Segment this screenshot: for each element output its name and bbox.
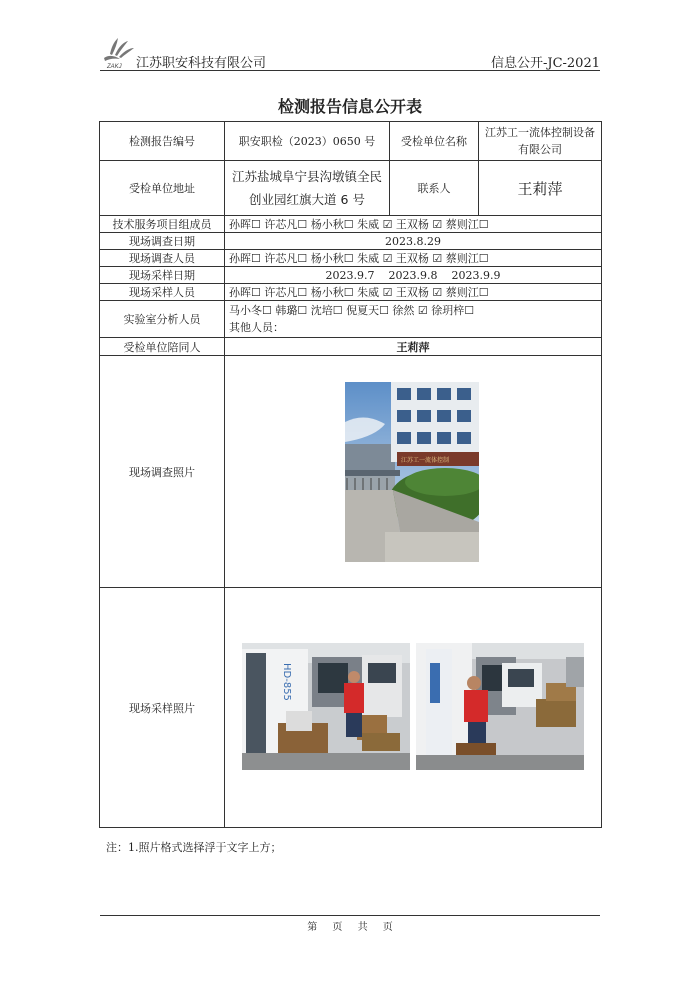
lab-label: 实验室分析人员	[100, 301, 225, 338]
sampling-photo-1	[242, 643, 410, 770]
survey-staff-value: 孙晖☐ 许芯凡☐ 杨小秋☐ 朱威 ☑ 王双杨 ☑ 蔡则江☐	[225, 250, 602, 267]
client-label: 受检单位名称	[390, 122, 479, 161]
survey-date-label: 现场调查日期	[100, 233, 225, 250]
team-value: 孙晖☐ 许芯凡☐ 杨小秋☐ 朱威 ☑ 王双杨 ☑ 蔡则江☐	[225, 216, 602, 233]
survey-photo	[345, 382, 479, 562]
page-footer: 第 页 共 页	[307, 922, 393, 933]
table-row	[100, 301, 602, 338]
survey-staff-label: 现场调查人员	[100, 250, 225, 267]
survey-photo-cell	[225, 356, 602, 588]
logo-text: ZAKJ	[107, 64, 122, 70]
survey-date-value: 2023.8.29	[225, 233, 602, 250]
sampling-date-value: 2023.9.7 2023.9.8 2023.9.9	[225, 267, 602, 284]
page-title: 检测报告信息公开表	[277, 97, 422, 116]
survey-photo-label: 现场调查照片	[100, 356, 225, 588]
sampling-date-label: 现场采样日期	[100, 267, 225, 284]
team-label: 技术服务项目组成员	[100, 216, 225, 233]
table-row	[100, 267, 602, 284]
address-label: 受检单位地址	[100, 161, 225, 216]
escort-value: 王莉萍	[225, 338, 602, 356]
table-row	[100, 588, 602, 828]
table-row	[100, 250, 602, 267]
lab-value-line1: 马小冬☐ 韩璐☐ 沈培☐ 倪夏天☐ 徐然 ☑ 徐玥梓☐	[229, 304, 475, 317]
table-row	[100, 233, 602, 250]
sampling-photo-label: 现场采样照片	[100, 588, 225, 828]
report-no-value: 职安职检（2023）0650 号	[225, 122, 390, 161]
lab-value	[225, 301, 602, 338]
address-value: 江苏盐城阜宁县沟墩镇全民创业园红旗大道 6 号	[225, 161, 390, 216]
table-row	[100, 284, 602, 301]
lab-value-line2: 其他人员：	[229, 321, 284, 334]
sampling-photo-cell	[225, 588, 602, 828]
page-header	[100, 36, 600, 70]
company-logo	[100, 36, 138, 70]
contact-value: 王莉萍	[479, 161, 602, 216]
info-table	[99, 121, 602, 828]
sampling-photo-2	[416, 643, 584, 770]
table-row	[100, 216, 602, 233]
header-divider	[100, 70, 600, 71]
footnote: 注：1.照片格式选择浮于文字上方；	[106, 841, 282, 854]
sampling-staff-label: 现场采样人员	[100, 284, 225, 301]
contact-label: 联系人	[390, 161, 479, 216]
table-row	[100, 338, 602, 356]
escort-label: 受检单位陪同人	[100, 338, 225, 356]
table-row	[100, 122, 602, 161]
doc-code: 信息公开-JC-2021	[490, 56, 600, 71]
table-row	[100, 356, 602, 588]
report-no-label: 检测报告编号	[100, 122, 225, 161]
sampling-staff-value: 孙晖☐ 许芯凡☐ 杨小秋☐ 朱威 ☑ 王双杨 ☑ 蔡则江☐	[225, 284, 602, 301]
footer-divider	[100, 915, 600, 916]
photo-signage-text: 江苏工一流体控制	[400, 456, 449, 464]
client-value: 江苏工一流体控制设备有限公司	[479, 122, 602, 161]
table-row	[100, 161, 602, 216]
company-name: 江苏职安科技有限公司	[136, 56, 267, 71]
machine-label-text: HD-855	[281, 663, 293, 701]
